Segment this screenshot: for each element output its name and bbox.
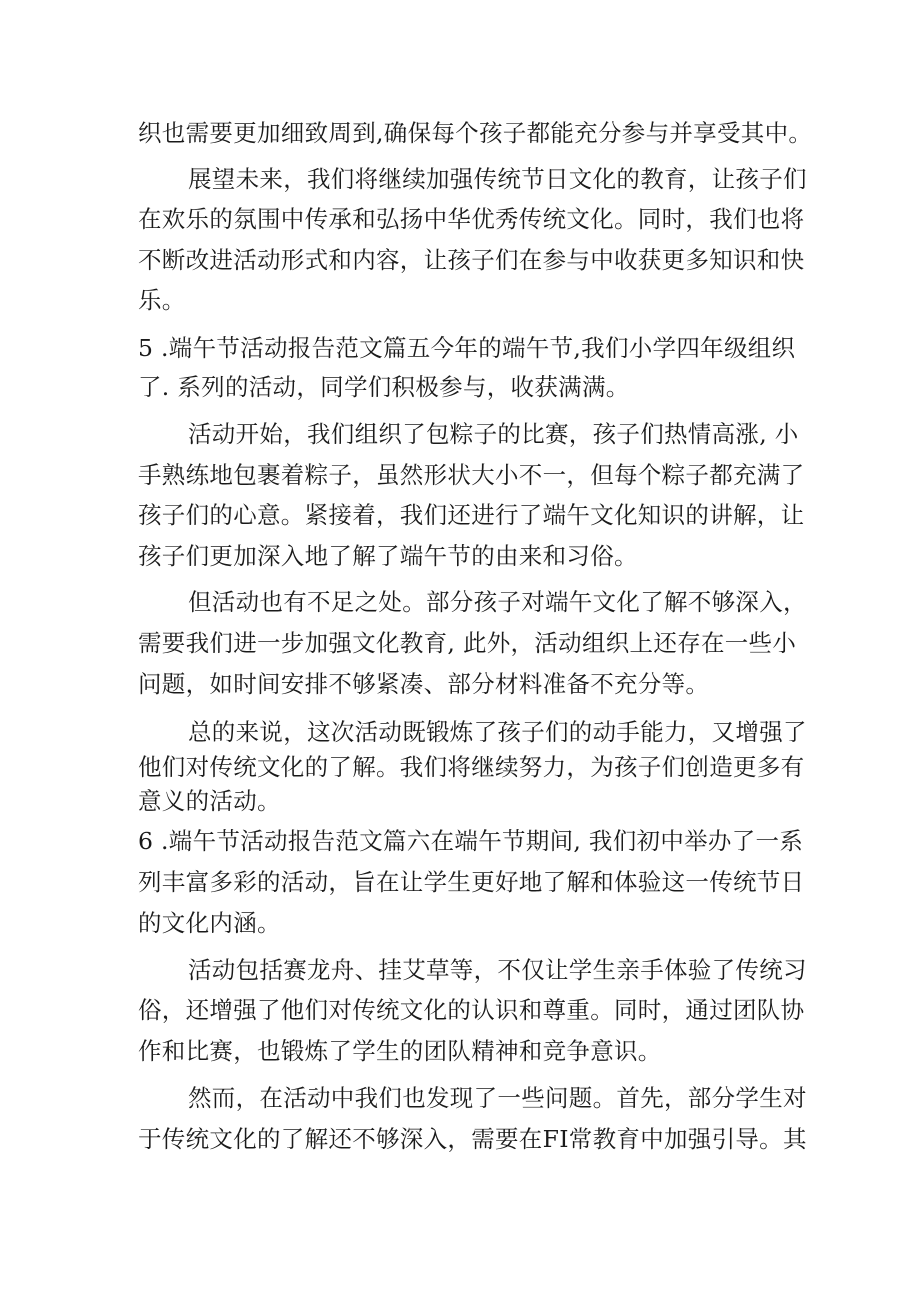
text-line: 作和比赛，也锻炼了学生的团队精神和竞争意识。 (138, 1037, 662, 1065)
text-line: 乐。 (138, 286, 186, 314)
paragraph-start-line: 但活动也有不足之处。部分孩子对端午文化了解不够深入， (188, 588, 807, 616)
section-heading-line: 6 .端午节活动报告范文篇六在端午节期间, 我们初中举办了一系 (138, 827, 804, 855)
text-line: 在欢乐的氛围中传承和弘扬中华优秀传统文化。同时，我们也将 (138, 205, 805, 233)
text-line: 他们对传统文化的了解。我们将继续努力，为孩子们创造更多有 (138, 753, 805, 781)
text-line: 问题，如时间安排不够紧凑、部分材料准备不充分等。 (138, 670, 710, 698)
text-line: 了. 系列的活动，同学们积极参与，收获满满。 (138, 373, 630, 401)
paragraph-start-line: 展望未来，我们将继续加强传统节日文化的教育，让孩子们 (188, 165, 807, 193)
paragraph-start-line: 活动开始，我们组织了包粽子的比赛，孩子们热情高涨, 小 (188, 420, 799, 448)
text-line: 孩子们更加深入地了解了端午节的由来和习俗。 (138, 542, 638, 570)
text-line: 不断改进活动形式和内容，让孩子们在参与中收获更多知识和快 (138, 246, 805, 274)
text-line: 于传统文化的了解还不够深入，需要在FI常教育中加强引导。其 (138, 1125, 807, 1153)
text-line: 列丰富多彩的活动，旨在让学生更好地了解和体验这一传统节日 (138, 868, 805, 896)
text-line: 织也需要更加细致周到,确保每个孩子都能充分参与并享受其中。 (138, 119, 813, 147)
text-line: 意义的活动。 (138, 787, 281, 815)
text-line: 需要我们进一步加强文化教育, 此外，活动组织上还存在一些小 (138, 629, 797, 657)
paragraph-start-line: 总的来说，这次活动既锻炼了孩子们的动手能力，又增强了 (188, 718, 807, 746)
text-line: 手熟练地包裹着粽子，虽然形状大小不一，但每个粽子都充满了 (138, 461, 805, 489)
text-line: 孩子们的心意。紧接着，我们还进行了端午文化知识的讲解，让 (138, 501, 805, 529)
text-line: 俗，还增强了他们对传统文化的认识和尊重。同时，通过团队协 (138, 996, 805, 1024)
paragraph-start-line: 然而，在活动中我们也发现了一些问题。首先，部分学生对 (188, 1084, 807, 1112)
section-heading-line: 5 .端午节活动报告范文篇五今年的端午节,我们小学四年级组织 (138, 334, 796, 362)
paragraph-start-line: 活动包括赛龙舟、挂艾草等，不仅让学生亲手体验了传统习 (188, 956, 807, 984)
text-line: 的文化内涵。 (138, 909, 281, 937)
